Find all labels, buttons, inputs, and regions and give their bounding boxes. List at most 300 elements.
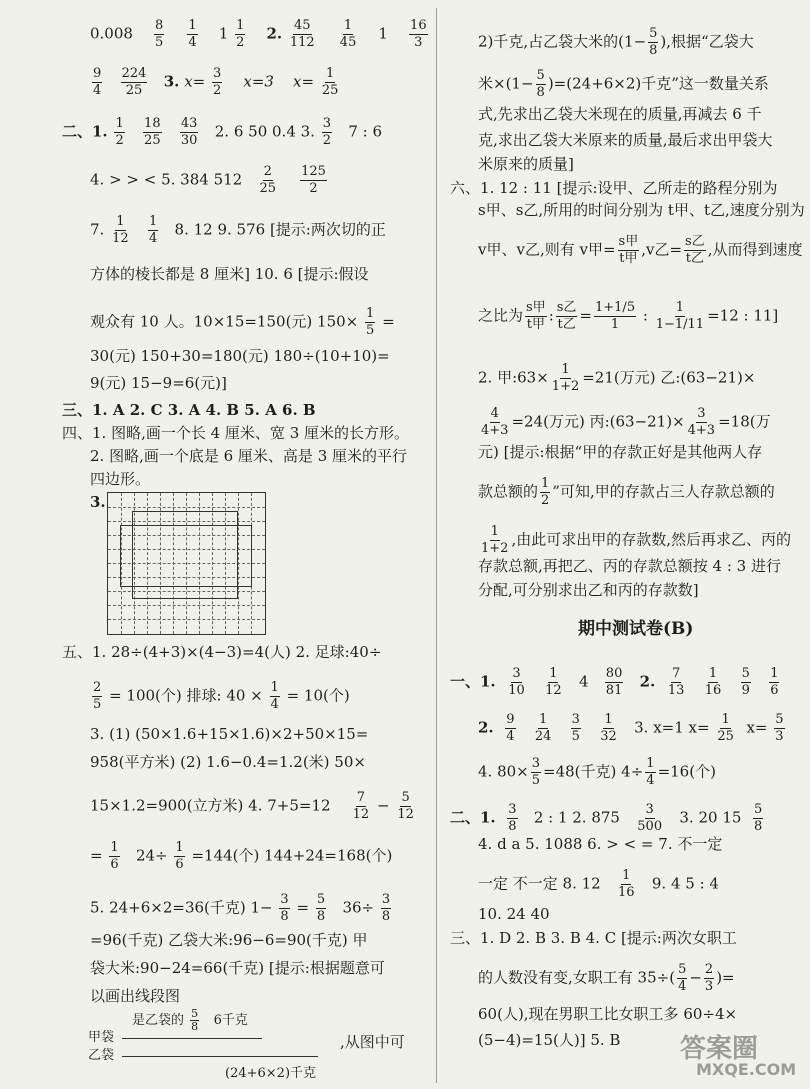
numerator: 9 <box>93 66 102 81</box>
numerator: 45 <box>294 18 311 33</box>
section-heading: 期中测试卷(B) <box>578 619 694 639</box>
denominator: 6 <box>175 857 184 872</box>
fraction <box>599 712 618 745</box>
text: = <box>296 898 310 917</box>
numerator: 16 <box>410 18 427 33</box>
text: 2 : 1 2. 875 <box>533 808 620 827</box>
denominator: 25 <box>144 133 161 148</box>
fraction <box>279 892 289 925</box>
denominator: 24 <box>534 729 552 744</box>
text: 观众有 10 人。10×15=150(元) 150× <box>90 312 359 331</box>
r-row-10 <box>478 362 755 395</box>
text-line: 四、1. 图略,画一个长 4 厘米、宽 3 厘米的长方形。 <box>62 424 410 442</box>
text: = <box>90 846 103 865</box>
text-line: 以画出线段图 <box>90 987 181 1005</box>
r-row-8 <box>478 234 802 267</box>
numerator: 3 <box>512 666 521 681</box>
text-line: 9(元) 15−9=6(元)] <box>90 374 227 392</box>
denominator: t乙 <box>557 317 576 332</box>
numerator: 1 <box>646 756 655 771</box>
denominator: 81 <box>605 683 623 698</box>
b-row-6 <box>478 868 719 901</box>
denominator: 4 <box>93 83 102 98</box>
denominator: 3 <box>775 729 784 744</box>
watermark-logo: 答案圈 <box>680 1034 759 1064</box>
numerator: 5 <box>316 892 326 907</box>
r-row-13 <box>478 476 775 509</box>
text: ) <box>660 32 667 51</box>
text-line: 3. <box>90 493 106 511</box>
fraction <box>531 756 541 789</box>
denominator: 10 <box>508 683 525 698</box>
fraction <box>540 476 550 509</box>
text-line: s甲、s乙,所用的时间分别为 t甲、t乙,速度分别为 <box>478 201 805 219</box>
fraction <box>704 666 723 699</box>
denominator: 6 <box>110 857 119 872</box>
denominator: 16 <box>704 683 722 698</box>
fraction <box>154 18 164 51</box>
section-label: 二、1. <box>450 808 496 827</box>
text: 米× <box>478 74 506 93</box>
numerator: 3 <box>571 712 580 727</box>
b-row-1 <box>450 666 781 699</box>
text-line: 克,求出乙袋大米原来的质量,最后求出甲袋大 <box>478 131 773 149</box>
fraction <box>636 802 663 835</box>
denominator: 30 <box>180 133 198 148</box>
text-line: 米原来的质量] <box>478 155 574 173</box>
numerator: 7 <box>356 790 366 805</box>
numerator: 1 <box>604 712 613 727</box>
fraction <box>409 18 428 51</box>
row-2 <box>90 66 341 99</box>
denominator: 25 <box>125 83 143 98</box>
text-line: 60(人),现在男职工比女职工多 60÷4× <box>478 1005 738 1023</box>
fraction <box>235 18 245 51</box>
numerator: 3 <box>381 892 391 907</box>
text: 1 <box>218 24 229 43</box>
denominator: 5 <box>366 323 375 338</box>
numerator: 1 <box>549 666 558 681</box>
numerator: 8 <box>155 18 164 33</box>
text-line: 4. d a 5. 1088 6. > < = 7. 不一定 <box>478 835 723 853</box>
numerator: 1 <box>236 18 245 33</box>
text-line: 六、1. 12 : 11 [提示:设甲、乙所走的路程分别为 <box>450 179 778 197</box>
row-s5-6 <box>90 840 392 873</box>
denominator: 2 <box>309 181 318 196</box>
fraction <box>551 362 580 395</box>
numerator: 2 <box>704 962 714 977</box>
b-row-9 <box>478 962 735 995</box>
text-line: 五、1. 28÷(4+3)×(4−3)=4(人) 2. 足球:40÷ <box>62 643 382 661</box>
text: 9. 4 5 : 4 <box>651 874 719 893</box>
grid-line <box>108 605 265 606</box>
fraction <box>753 802 763 835</box>
fraction <box>655 300 705 333</box>
r-row-9 <box>478 300 778 333</box>
denominator: 1 <box>610 317 620 332</box>
text: 是乙袋的 <box>132 1013 185 1028</box>
fraction <box>505 712 515 745</box>
b-row-4 <box>450 802 765 835</box>
text: ,从而得到速度 <box>707 240 803 259</box>
denominator: t甲 <box>526 317 545 332</box>
numerator: 5 <box>741 666 750 681</box>
text: ,由此可求出甲的存款数,然后再求乙、丙的 <box>511 530 791 549</box>
denominator: 4 <box>506 729 515 744</box>
text: 2. 甲:63× <box>478 368 549 387</box>
denominator: 8 <box>381 909 391 924</box>
text: =21(万元) 乙:(63−21)× <box>582 368 756 387</box>
text-line: 分配,可分别求出乙和丙的存款数] <box>478 581 699 599</box>
bar-jia <box>122 1038 262 1039</box>
numerator: 5 <box>536 68 545 83</box>
fraction <box>148 214 158 247</box>
denominator: 500 <box>637 819 663 834</box>
numerator: 2 <box>263 164 272 179</box>
numerator: 1 <box>622 868 631 883</box>
numerator: 1 <box>770 666 779 681</box>
fraction <box>618 234 640 267</box>
text-line: 30(元) 150+30=180(元) 180÷(10+10)= <box>90 347 390 365</box>
fraction <box>321 66 340 99</box>
denominator: 16 <box>618 885 635 900</box>
text-line: 958(平方米) (2) 1.6−0.4=1.2(米) 50× <box>90 753 366 771</box>
r-row-14 <box>478 524 791 557</box>
fraction <box>507 802 517 835</box>
numerator: 3 <box>213 66 222 81</box>
denominator: 8 <box>649 43 658 58</box>
denominator: 1+2 <box>551 379 580 394</box>
numerator: 5 <box>191 1007 199 1020</box>
fraction <box>396 790 415 823</box>
text: x=3 <box>243 72 274 91</box>
text: 3. 20 15 <box>679 808 742 827</box>
text-line: (5−4)=15(人)] 5. B <box>478 1031 621 1049</box>
numerator: 3 <box>697 406 706 421</box>
numerator: 1 <box>116 214 125 229</box>
denominator: 12 <box>397 807 414 822</box>
text: 7. <box>90 220 105 239</box>
fraction <box>677 962 687 995</box>
fraction <box>556 300 578 333</box>
fraction <box>571 712 581 745</box>
text: 之比为 <box>478 306 524 325</box>
numerator: 1 <box>110 840 119 855</box>
row-5 <box>90 214 386 247</box>
denominator: 8 <box>316 909 326 924</box>
denominator: 4+3 <box>687 423 716 438</box>
text: 2. <box>639 672 656 691</box>
denominator: 12 <box>352 807 370 822</box>
row-1 <box>90 18 430 51</box>
numerator: s乙 <box>685 234 705 249</box>
fraction <box>111 214 130 247</box>
fraction <box>92 66 102 99</box>
denominator: 8 <box>536 85 545 100</box>
drawn-rectangle <box>120 525 252 587</box>
denominator: 8 <box>191 1020 199 1033</box>
numerator: 3 <box>531 756 541 771</box>
numerator: 1 <box>175 840 184 855</box>
numerator: 1 <box>538 712 548 727</box>
numerator: 1 <box>148 214 158 229</box>
row-3 <box>62 116 382 149</box>
fraction <box>322 116 332 149</box>
denominator: 5 <box>531 773 541 788</box>
section-label: 一、1. <box>450 672 496 691</box>
text: 1 <box>378 24 388 43</box>
fraction <box>774 712 784 745</box>
fraction <box>525 300 547 333</box>
row-7 <box>90 306 395 339</box>
numerator: 2 <box>93 680 102 695</box>
text: =16(个) <box>657 762 716 781</box>
fraction <box>92 680 102 713</box>
section-three: 三、1. A 2. C 3. A 4. B 5. A 6. B <box>62 401 316 419</box>
row-s5-7 <box>90 892 393 925</box>
text-line: 3. (1) (50×1.6+15×1.6)×2+50×15= <box>90 725 369 743</box>
fraction <box>316 892 326 925</box>
text: )=(24+6×2)千克”这一数量关系 <box>547 74 769 93</box>
fraction <box>365 306 375 339</box>
denominator: 25 <box>259 181 277 196</box>
text: 2. <box>478 718 494 737</box>
numerator: 1 <box>561 362 570 377</box>
numerator: 18 <box>144 116 161 131</box>
numerator: 3 <box>322 116 332 131</box>
text: : <box>642 306 648 325</box>
text-line: 式,先求出乙袋大米现在的质量,再减去 6 千 <box>478 105 762 123</box>
text: 4. 80× <box>478 762 529 781</box>
denominator: 5 <box>93 697 102 712</box>
denominator: 25 <box>321 83 339 98</box>
text: 款总额的 <box>478 482 539 501</box>
denominator: 2 <box>115 133 124 148</box>
denominator: 5 <box>571 729 580 744</box>
watermark-url: MXQE.COM <box>696 1060 797 1079</box>
numerator: 1+1/5 <box>595 300 636 315</box>
text: 4. > > < 5. 384 512 <box>90 170 243 189</box>
fraction <box>180 116 199 149</box>
text: 3. <box>163 72 180 91</box>
fraction <box>212 66 222 99</box>
text-line: 袋大米:90−24=66(千克) [提示:根据题意可 <box>90 959 385 977</box>
fraction <box>300 164 327 197</box>
fraction <box>617 868 636 901</box>
text-line: =96(千克) 乙袋大米:96−6=90(千克) 甲 <box>90 931 368 949</box>
text: = <box>382 312 395 331</box>
numerator: 7 <box>672 666 681 681</box>
numerator: 1 <box>188 18 197 33</box>
r-row-1 <box>478 26 754 59</box>
text: 2. 6 50 0.4 3. <box>214 122 315 141</box>
fraction <box>648 26 658 59</box>
fraction <box>667 666 686 699</box>
text-line: 2. 图略,画一个底是 6 厘米、高是 3 厘米的平行 <box>90 447 408 465</box>
text: 一定 不一定 8. 12 <box>478 874 601 893</box>
seg-bottom-label: (24+6×2)千克 <box>225 1066 317 1081</box>
numerator: 1 <box>675 300 685 315</box>
numerator: 1 <box>721 712 730 727</box>
text: 7 : 6 <box>348 122 383 141</box>
denominator: 3 <box>704 979 714 994</box>
fraction <box>143 116 162 149</box>
seg-label-yi: 乙袋 <box>88 1048 115 1063</box>
text: ( <box>669 968 676 987</box>
denominator: 32 <box>600 729 617 744</box>
denominator: 2 <box>322 133 332 148</box>
numerator: 1 <box>270 680 279 695</box>
text: =48(千克) 4÷ <box>543 762 644 781</box>
fraction <box>190 1008 199 1033</box>
numerator: s甲 <box>526 300 546 315</box>
denominator: 4 <box>270 697 279 712</box>
denominator: 2 <box>213 83 222 98</box>
fraction <box>114 116 124 149</box>
bar-yi <box>122 1056 318 1057</box>
fraction <box>645 756 655 789</box>
text-line: 存款总额,再把乙、丙的存款总额按 4 : 3 进行 <box>478 557 781 575</box>
denominator: 112 <box>289 35 315 50</box>
text: (1− <box>505 74 534 93</box>
row-4 <box>90 164 329 197</box>
denominator: 12 <box>112 231 129 246</box>
numerator: 43 <box>180 116 198 131</box>
text: 4 <box>578 672 589 691</box>
text: 6千克 <box>213 1013 248 1028</box>
grid-drawing <box>107 492 266 635</box>
fraction <box>480 524 509 557</box>
numerator: 1 <box>366 306 375 321</box>
denominator: 1−1/11 <box>655 317 705 332</box>
text: 3. x=1 x= <box>634 718 710 737</box>
text: =24(万元) 丙:(63−21)× <box>511 412 685 431</box>
numerator: 1 <box>708 666 718 681</box>
row-football <box>90 680 350 713</box>
fraction <box>605 666 624 699</box>
seg-top-label <box>132 1008 248 1033</box>
fraction <box>381 892 391 925</box>
text: 8. 12 9. 576 [提示:两次切的正 <box>174 220 386 239</box>
fraction <box>187 18 197 51</box>
numerator: 1 <box>325 66 335 81</box>
text: = <box>579 306 592 325</box>
seg-right-text: ,从图中可 <box>340 1033 405 1051</box>
text: 36÷ <box>342 898 375 917</box>
denominator: 8 <box>280 909 289 924</box>
text: v甲、v乙,则有 v甲= <box>478 240 616 259</box>
numerator: s乙 <box>556 300 577 315</box>
text: =144(个) 144+24=168(个) <box>191 846 393 865</box>
fraction <box>687 406 716 439</box>
text-line: 元) [提示:根据“甲的存款正好是其他两人存 <box>478 443 763 461</box>
fraction <box>769 666 779 699</box>
numerator: 1 <box>490 524 499 539</box>
denominator: 12 <box>545 683 562 698</box>
denominator: 13 <box>667 683 685 698</box>
denominator: 4 <box>188 35 197 50</box>
denominator: 6 <box>770 683 779 698</box>
numerator: 9 <box>506 712 515 727</box>
numerator: 3 <box>280 892 289 907</box>
denominator: 4 <box>148 231 158 246</box>
grid-line <box>108 507 265 508</box>
denominator: 2 <box>236 35 245 50</box>
seg-label-jia: 甲袋 <box>88 1030 115 1045</box>
r-row-2 <box>478 68 769 101</box>
fraction <box>109 840 119 873</box>
denominator: 3 <box>414 35 423 50</box>
text: )= <box>716 968 735 987</box>
fraction <box>259 164 278 197</box>
text: 2)千克,占乙袋大米的 <box>478 32 619 51</box>
fraction <box>339 18 358 51</box>
text: ,根据“乙袋大 <box>666 32 754 51</box>
denominator: 45 <box>339 35 357 50</box>
fraction <box>544 666 563 699</box>
text-line: 四边形。 <box>90 470 151 488</box>
fraction <box>480 406 509 439</box>
numerator: 125 <box>301 164 326 179</box>
text: 2. <box>266 24 283 43</box>
fraction <box>507 666 526 699</box>
numerator: 1 <box>343 18 353 33</box>
text: ”可知,甲的存款占三人存款总额的 <box>552 482 775 501</box>
numerator: 4 <box>490 406 499 421</box>
b-row-3 <box>478 756 716 789</box>
text: =18(万 <box>718 412 771 431</box>
fraction <box>121 66 148 99</box>
numerator: 5 <box>649 26 658 41</box>
text: 15×1.2=900(立方米) 4. 7+5=12 <box>90 796 331 815</box>
denominator: 4+3 <box>481 423 509 438</box>
text: x= <box>293 72 315 91</box>
text: =12 : 11] <box>707 306 779 325</box>
numerator: 1 <box>541 476 550 491</box>
r-row-11 <box>478 406 771 439</box>
numerator: 80 <box>605 666 623 681</box>
denominator: 5 <box>155 35 164 50</box>
numerator: 5 <box>775 712 784 727</box>
denominator: 25 <box>717 729 734 744</box>
denominator: 8 <box>754 819 763 834</box>
text: 0.008 <box>90 24 133 43</box>
grid-line <box>108 619 265 620</box>
fraction <box>174 840 184 873</box>
text: : <box>548 306 554 325</box>
fraction <box>352 790 371 823</box>
text: 的人数没有变,女职工有 35÷ <box>478 968 670 987</box>
fraction <box>594 300 636 333</box>
text-line: 三、1. D 2. B 3. B 4. C [提示:两次女职工 <box>450 929 737 947</box>
section-label: 二、1. <box>62 122 108 141</box>
fraction <box>270 680 280 713</box>
fraction <box>704 962 714 995</box>
numerator: 5 <box>678 962 687 977</box>
fraction <box>716 712 735 745</box>
denominator: 4 <box>646 773 655 788</box>
row-s5-5 <box>90 790 417 823</box>
numerator: 5 <box>754 802 763 817</box>
text: 5. 24+6×2=36(千克) 1− <box>90 898 273 917</box>
numerator: 224 <box>121 66 147 81</box>
denominator: t乙 <box>685 251 704 266</box>
text-line: 10. 24 40 <box>478 905 550 923</box>
text: = 10(个) <box>286 686 350 705</box>
text: 24÷ <box>135 846 168 865</box>
numerator: s甲 <box>618 234 639 249</box>
numerator: 3 <box>645 802 654 817</box>
